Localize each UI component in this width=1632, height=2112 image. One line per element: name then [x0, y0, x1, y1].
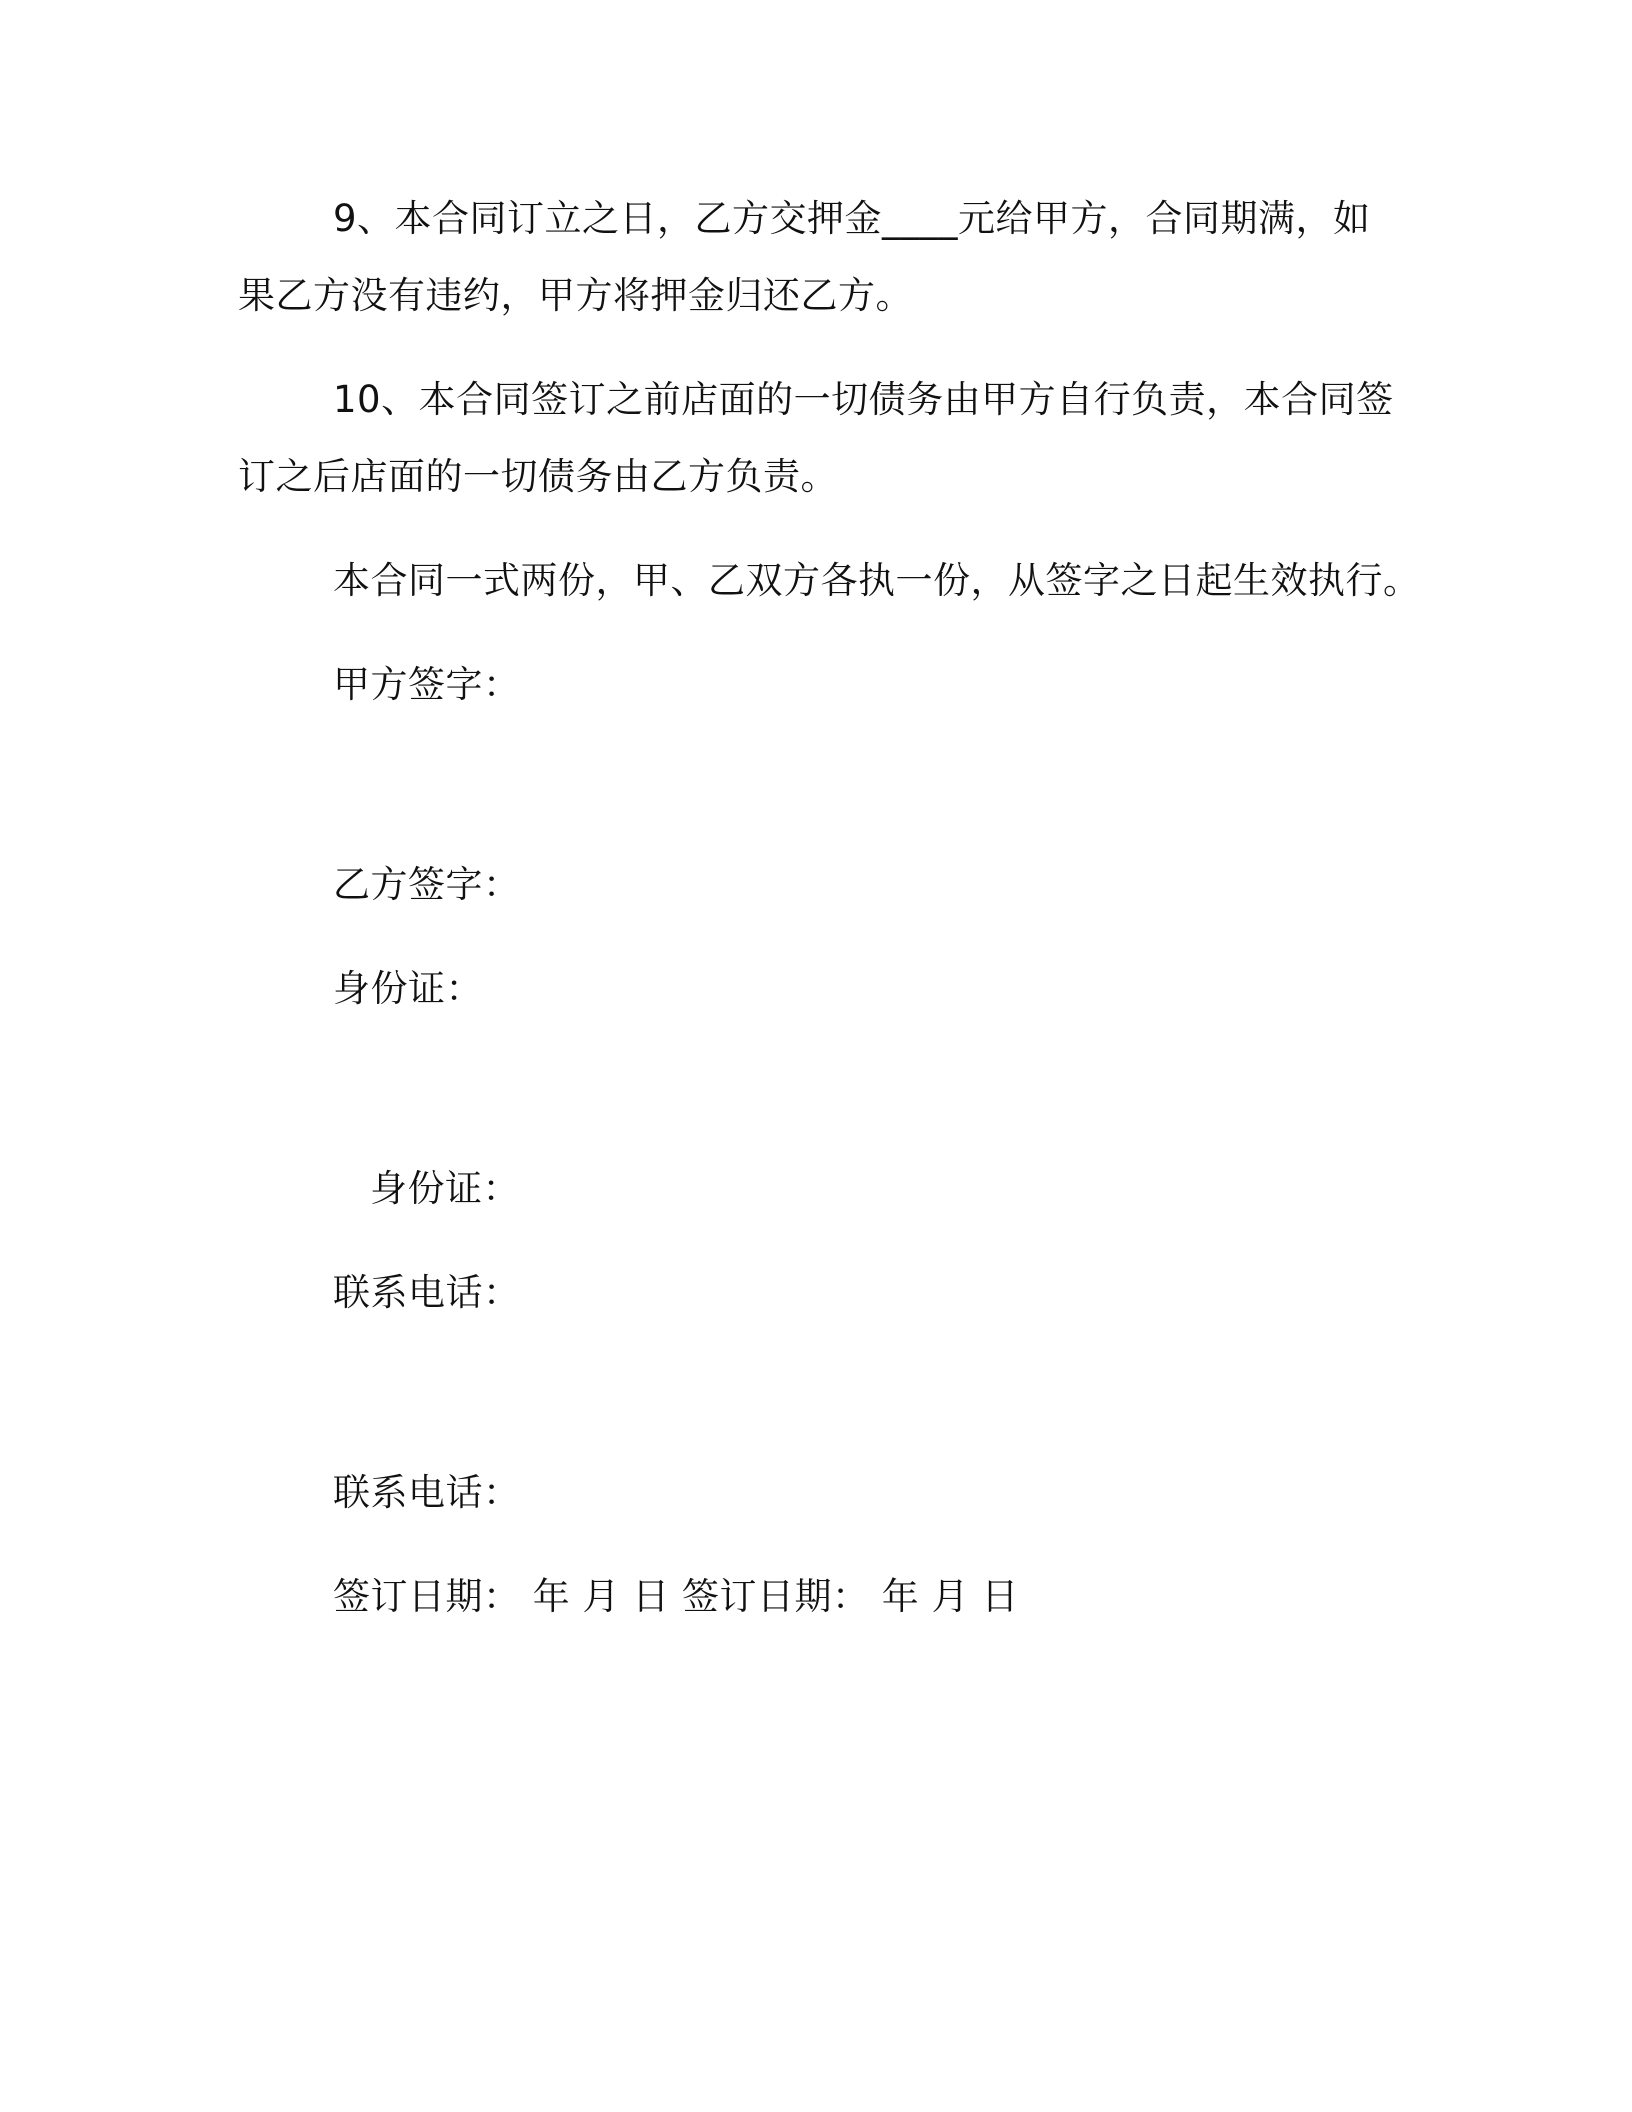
- id-card-label-2: 身份证：: [370, 1167, 520, 1210]
- clause-10-line-2: 订之后店面的一切债务由乙方负责。: [238, 455, 838, 498]
- phone-label-2: 联系电话：: [333, 1471, 521, 1514]
- id-card-label-1: 身份证：: [333, 967, 483, 1010]
- clause-9-line-1: 9、本合同订立之日，乙方交押金____元给甲方，合同期满，如: [333, 197, 1371, 240]
- clause-9-line-2: 果乙方没有违约，甲方将押金归还乙方。: [238, 274, 913, 317]
- phone-label-1: 联系电话：: [333, 1271, 521, 1314]
- party-b-signature-label: 乙方签字：: [333, 863, 521, 906]
- clause-10-line-1: 10、本合同签订之前店面的一切债务由甲方自行负责，本合同签: [333, 378, 1394, 421]
- closing-statement: 本合同一式两份，甲、乙双方各执一份，从签字之日起生效执行。: [333, 559, 1421, 602]
- party-a-signature-label: 甲方签字：: [333, 663, 521, 706]
- sign-dates-line: 签订日期： 年 月 日 签订日期： 年 月 日: [333, 1575, 1019, 1618]
